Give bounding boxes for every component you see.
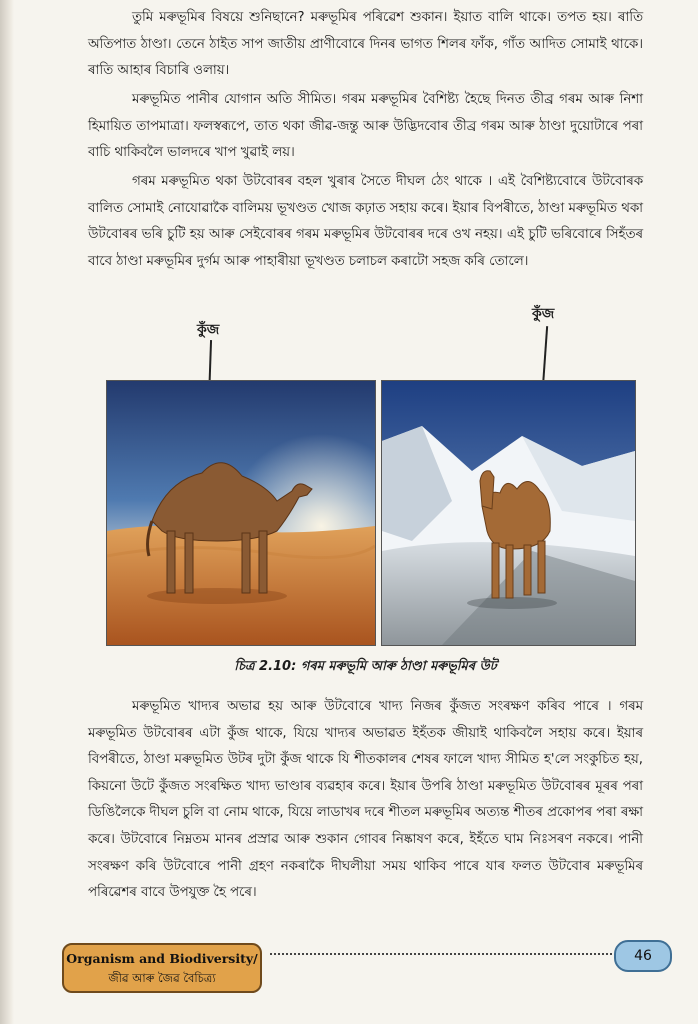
paragraph-food-storage bbox=[88, 694, 643, 907]
paragraph-water-supply bbox=[88, 87, 643, 167]
paragraph-text: তুমি মৰুভূমিৰ বিষয়ে শুনিছানে? মৰুভূমিৰ পৰিৱেশ শুকান। ইয়াত বালি থাকে। তপত হয়। ৰাতি অতিপাত ঠাণ্ডা। তেনে ঠাইত সাপ জাতীয় প্ৰাণীবোৰে দিনৰ ভাগত শিলৰ ফাঁক, গাঁত আদিত সোমাই থাকে। ৰাতি আহাৰ বিচাৰি ওলায়। bbox=[88, 10, 643, 79]
paragraph-desert-intro bbox=[88, 5, 643, 85]
book-title-english: Organism and Biodiversity/ bbox=[66, 951, 258, 966]
footer-dotted-rule bbox=[270, 953, 612, 955]
cold-desert-camel-photo bbox=[381, 380, 636, 646]
hump-label-right: কুঁজ bbox=[532, 306, 555, 322]
paragraph-text: মৰুভূমিত পানীৰ যোগান অতি সীমিত। গৰম মৰুভূমিৰ বৈশিষ্ট্য হৈছে দিনত তীব্ৰ গৰম আৰু নিশা হিমায়িত তাপমাত্ৰা। ফলস্বৰূপে, তাত থকা জীৱ-জন্তু আৰু উদ্ভিদবোৰ তীব্ৰ গৰম আৰু ঠাণ্ডা দুয়োটাৰে পৰা বাচি থাকিবলৈ ভালদৰে খাপ খুৱাই লয়। bbox=[88, 92, 643, 161]
hot-desert-camel-photo bbox=[106, 380, 376, 646]
book-title-assamese: জীৱ আৰু জৈৱ বৈচিত্ৰ্য bbox=[108, 971, 216, 985]
page-number: 46 bbox=[614, 940, 672, 972]
paragraph-camel-legs bbox=[88, 169, 643, 275]
hump-label-left: কুঁজ bbox=[197, 322, 220, 338]
book-title-badge bbox=[62, 943, 262, 993]
figure-caption: চিত্ৰ 2.10: গৰম মৰুভূমি আৰু ঠাণ্ডা মৰুভূমিৰ উট bbox=[234, 659, 497, 674]
paragraph-text: গৰম মৰুভূমিত থকা উটবোৰৰ বহল খুৰাৰ সৈতে দীঘল ঠেং থাকে । এই বৈশিষ্ট্যবোৰে উটবোৰক বালিত সোমাই নোযোৱাকৈ বালিময় ভূখণ্ডত খোজ কঢ়াত সহায় কৰে। ইয়াৰ বিপৰীতে, ঠাণ্ডা মৰুভূমিত থকা উটবোৰৰ ভৰি চুটি হয় আৰু সেইবোৰৰ গৰম মৰুভূমিৰ উটবোৰৰ দৰে ওখ নহয়। এই চুটি ভৰিবোৰে সিহঁতৰ বাবে ঠাণ্ডা মৰুভূমিৰ দুৰ্গম আৰু পাহাৰীয়া ভূখণ্ডত চলাচল কৰাটো সহজ কৰি তোলে। bbox=[88, 174, 643, 269]
page-binding-edge bbox=[0, 0, 14, 1024]
paragraph-text: মৰুভূমিত খাদ্যৰ অভাৱ হয় আৰু উটবোৰে খাদ্য নিজৰ কুঁজত সংৰক্ষণ কৰিব পাৰে । গৰম মৰুভূমিত উটবোৰৰ এটা কুঁজ থাকে, যিয়ে খাদ্যৰ অভাৱত ইহঁতক জীয়াই থাকিবলৈ সহায় কৰে। ইয়াৰ বিপৰীতে, ঠাণ্ডা মৰুভূমিত উটৰ দুটা কুঁজ থাকে যি শীতকালৰ শেষৰ ফালে খাদ্য সীমিত হ'লে সংকুচিত হয়, কিয়নো উটে কুঁজত সংৰক্ষিত খাদ্য ভাণ্ডাৰ ব্যৱহাৰ কৰে। ইয়াৰ উপৰি ঠাণ্ডা মৰুভূমিত উটবোৰৰ মূৰৰ পৰা ডিঙিলৈকে দীঘল চুলি বা নোম থাকে, যিয়ে লাডাখৰ দৰে শীতল মৰুভূমিৰ অত্যন্ত শীতৰ প্ৰকোপৰ পৰা ৰক্ষা কৰে। উটবোৰে নিম্নতম মানৰ প্ৰস্ৰাৱ আৰু শুকান গোবৰ নিষ্কাষণ কৰে, ইহঁতে ঘাম নিঃসৰণ নকৰে। পানী সংৰক্ষণ কৰি উটবোৰে পানী গ্ৰহণ নকৰাকৈ দীঘলীয়া সময় থাকিব পাৰে যাৰ ফলত উটবোৰ মৰুভূমিৰ পৰিৱেশৰ বাবে উপযুক্ত হৈ পৰে। bbox=[88, 699, 643, 901]
